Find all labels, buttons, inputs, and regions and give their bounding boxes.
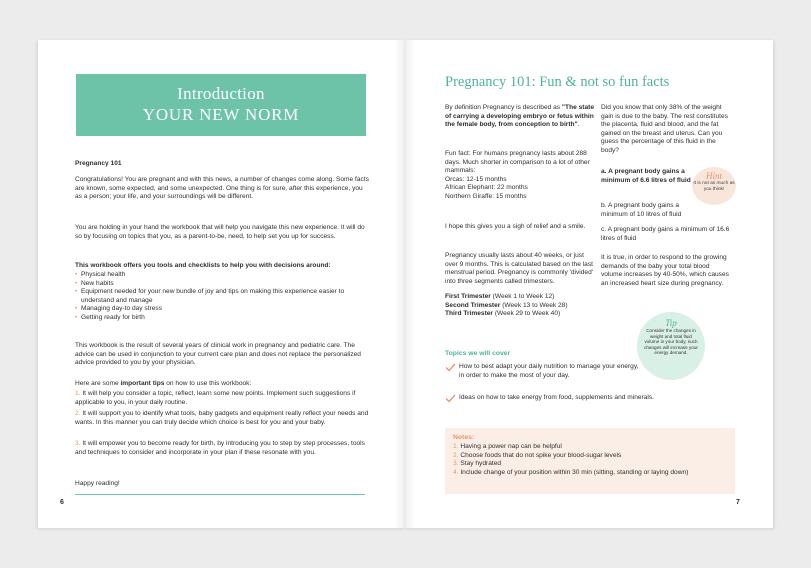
option-b: b. A pregnant body gains a minimum of 10 litres of fluid (601, 202, 682, 218)
tip-title: Tip (665, 318, 677, 328)
weight-paragraph: Did you know that only 38% of the weight gain is due to the baby. The rest constitutes the placenta, fluid and blood, and the fat gained on the breast and uterus. Can you guess the percentage of this fluid in the body? (601, 104, 728, 154)
divider (75, 494, 365, 495)
list-item: 1. Having a power nap can be helpful (453, 443, 562, 450)
list-item: • Physical health (75, 271, 370, 280)
relief-paragraph: I hope this gives you a sigh of relief and a smile. (445, 223, 586, 230)
list-item: Orcas: 12-15 months (445, 175, 507, 183)
closing-text: Happy reading! (75, 480, 120, 487)
list-item: First Trimester (Week 1 to Week 12) (445, 293, 555, 300)
list-item: • Managing day-to day stress (75, 305, 370, 314)
page-number: 6 (60, 499, 64, 506)
workbook-paragraph: You are holding in your hand the workbook that will help you navigate this new experience. It will do so by focusing on topics that you, as a parent-to-be, need, to help set you up for success. (75, 224, 365, 240)
list-item: Northern Giraffe: 15 months (445, 192, 527, 200)
book-spine (395, 40, 415, 528)
trimester-list (445, 293, 605, 319)
tip-item-1: 1. It will help you consider a topic, reflect, learn some new points. Implement such suggestions if applicable to you, in your daily routine. (75, 390, 356, 406)
list-item: 2. Choose foods that do not spike your blood-sugar levels (453, 451, 622, 459)
list-item: 3. Stay hydrated (453, 460, 502, 468)
hint-text: It is not as much as you think! (693, 181, 735, 192)
banner-line-1: Introduction (177, 84, 265, 103)
option-a: a. A pregnant body gains a minimum of 6.6 litres of fluid (601, 168, 691, 184)
list-item: Third Trimester (Week 29 to Week 40) (445, 310, 561, 318)
left-page (38, 40, 405, 528)
tip-item-3: 3. It will empower you to become ready for birth, by introducing you to step by step processes, tools and techniques to consider and incorporate in your plan if these resonate with you. (75, 440, 365, 456)
intro-banner (76, 74, 366, 136)
topics-heading: Topics we will cover (445, 350, 511, 357)
list-item: 4. Include change of your position within 30 min (sitting, standing or laying down) (453, 468, 689, 476)
list-item: • Getting ready for birth (75, 314, 370, 323)
fun-fact-paragraph: Fun fact: For humans pregnancy lasts about 288 days. Much shorter in comparison to a lot of other mammals: Orcas: 12-15 months African Elephant: 22 months Northern Giraffe: 15 months (445, 150, 595, 202)
clinical-paragraph: This workbook is the result of several years of clinical work in pregnancy and pediatric care. The advice can be used in conjunction to your current care plan and does not replace the personalized advice provided to you by your physician. (75, 342, 361, 367)
notes-heading: Notes: (453, 434, 475, 441)
topic-item: How to best adapt your daily nutrition to manage your energy, in order to make the most of your day. (445, 363, 645, 380)
tips-intro: Here are some important tips on how to use this workbook: (75, 380, 252, 387)
answer-paragraph: It is true, in order to respond to the growing demands of the baby your total blood volume increases by 40-50%, which causes an increased heart size during pregnancy. (601, 254, 729, 287)
list-item: • New habits (75, 280, 370, 289)
page-title: Pregnancy 101: Fun & not so fun facts (445, 74, 670, 90)
hint-bubble (692, 167, 736, 205)
topic-item: Ideas on how to take energy from food, supplements and minerals. (445, 394, 745, 403)
pregnancy-101-heading: Pregnancy 101 (75, 160, 122, 167)
list-item: • Equipment needed for your new bundle of joy and tips on making this experience easier to understand and manage (75, 288, 370, 305)
offers-heading: This workbook offers you tools and checklists to help you with decisions around: (75, 262, 331, 269)
banner-line-2: YOUR NEW NORM (142, 105, 300, 124)
intro-paragraph: Congratulations! You are pregnant and with this news, a number of changes come along. Some facts are known, some expected, and some unexpected. One thing is for sure, after this experience, you as a person; your life, and your surroundings will be different. (75, 176, 369, 201)
option-c: c. A pregnant body gains a minimum of 16.6 litres of fluid (601, 226, 730, 242)
page-number: 7 (736, 499, 740, 506)
definition-paragraph: By definition Pregnancy is described as "The state of carrying a developing embryo or fetus within the female body, from conception to birth". (445, 104, 594, 129)
check-icon (445, 394, 456, 403)
hint-title: Hint (705, 171, 722, 181)
offers-list (75, 271, 370, 323)
list-item: Second Trimester (Week 13 to Week 28) (445, 301, 568, 309)
notes-box (445, 428, 735, 494)
tip-item-2: 2. It will support you to identify what tools, baby gadgets and equipment really reflect your needs and wants. In this manner you can truly decide which choice is best for you and your baby. (75, 410, 369, 426)
tip-bubble (637, 312, 705, 380)
list-item: African Elephant: 22 months (445, 184, 528, 192)
tip-text: Consider the changes in weight and total fluid volume in your body, such changes will increase your energy demand. (644, 328, 698, 356)
right-page (405, 40, 773, 528)
weeks-paragraph: Pregnancy usually lasts about 40 weeks, or just over 9 months. This is calculated based on the last menstrual period. Pregnancy is commonly 'divided' into three segments called trimesters. (445, 252, 594, 285)
check-icon (445, 363, 456, 372)
